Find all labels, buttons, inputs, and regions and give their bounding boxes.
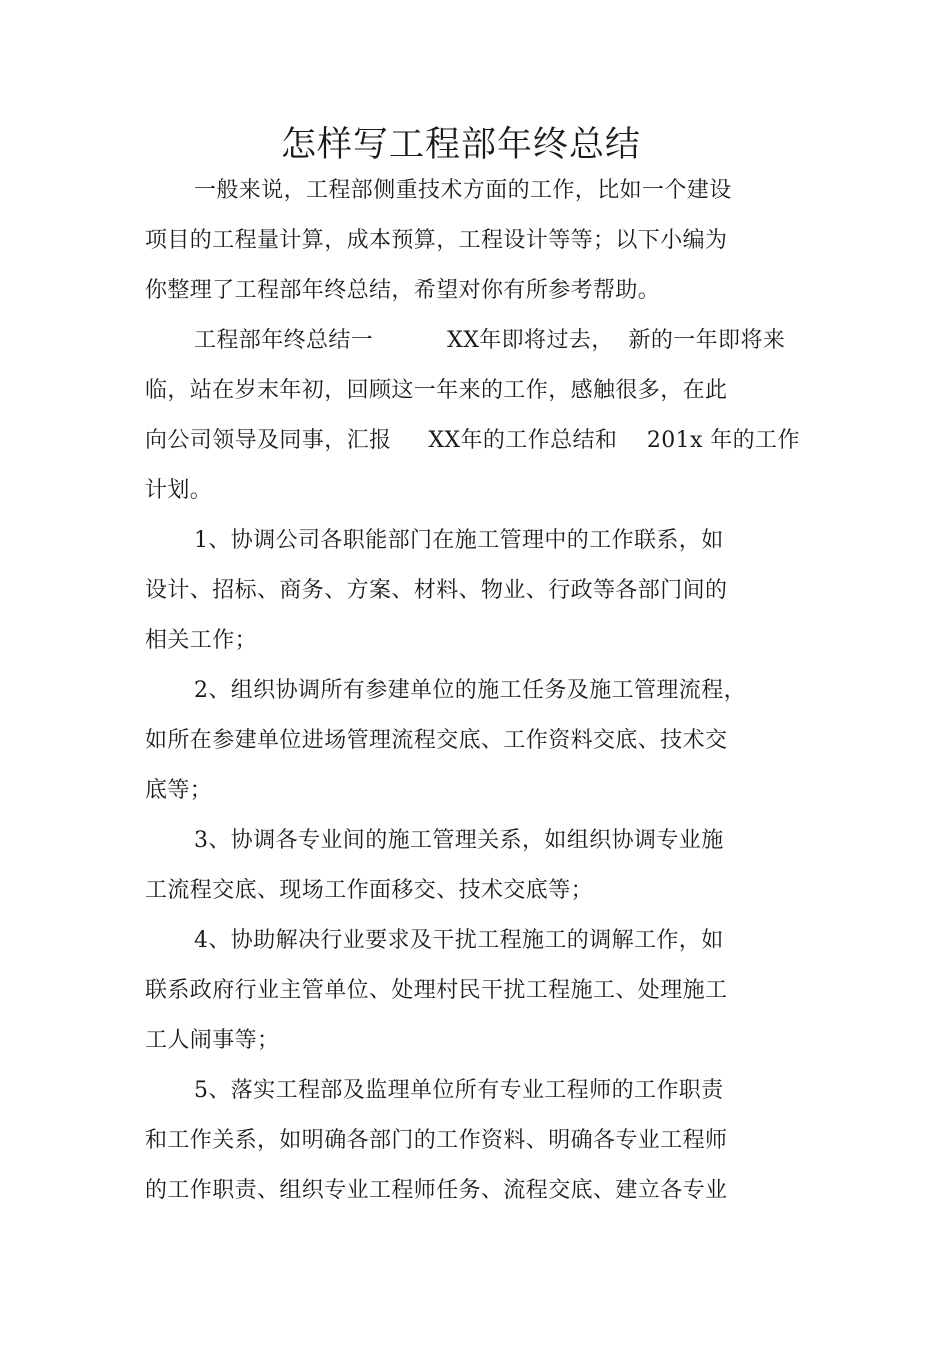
list-item-line: 相关工作；: [145, 628, 258, 653]
list-item-line: 3、协调各专业间的施工管理关系，如组织协调专业施: [194, 828, 724, 853]
list-item-line: 如所在参建单位进场管理流程交底、工作资料交底、技术交: [145, 728, 728, 753]
list-item-line: 1、协调公司各职能部门在施工管理中的工作联系，如: [194, 528, 724, 553]
list-item-line: 4、协助解决行业要求及干扰工程施工的调解工作，如: [194, 928, 724, 953]
list-item-line: 联系政府行业主管单位、处理村民干扰工程施工、处理施工: [145, 978, 728, 1003]
paragraph-line: 一般来说，工程部侧重技术方面的工作，比如一个建设: [194, 178, 732, 203]
paragraph-line: 临，站在岁末年初，回顾这一年来的工作，感触很多，在此: [145, 378, 728, 403]
list-item-line: 设计、招标、商务、方案、材料、物业、行政等各部门间的: [145, 578, 728, 603]
list-item-line: 工人闹事等；: [145, 1028, 280, 1053]
paragraph-line: 你整理了工程部年终总结，希望对你有所参考帮助。: [145, 278, 661, 303]
paragraph-line: 项目的工程量计算，成本预算，工程设计等等；以下小编为: [145, 228, 728, 253]
list-item-line: 和工作关系，如明确各部门的工作资料、明确各专业工程师: [145, 1128, 728, 1153]
paragraph-line: 向公司领导及同事，汇报 XX年的工作总结和 201x 年的工作: [145, 428, 800, 453]
list-item-line: 底等；: [145, 778, 213, 803]
list-item-line: 5、落实工程部及监理单位所有专业工程师的工作职责: [194, 1078, 724, 1103]
paragraph-line: 计划。: [145, 478, 213, 503]
list-item-line: 的工作职责、组织专业工程师任务、流程交底、建立各专业: [145, 1178, 728, 1203]
document-title: 怎样写工程部年终总结: [280, 125, 641, 165]
list-item-line: 工流程交底、现场工作面移交、技术交底等；: [145, 878, 594, 903]
list-item-line: 2、组织协调所有参建单位的施工任务及施工管理流程，: [194, 678, 746, 703]
paragraph-line: 工程部年终总结一 XX年即将过去， 新的一年即将来: [194, 328, 786, 353]
